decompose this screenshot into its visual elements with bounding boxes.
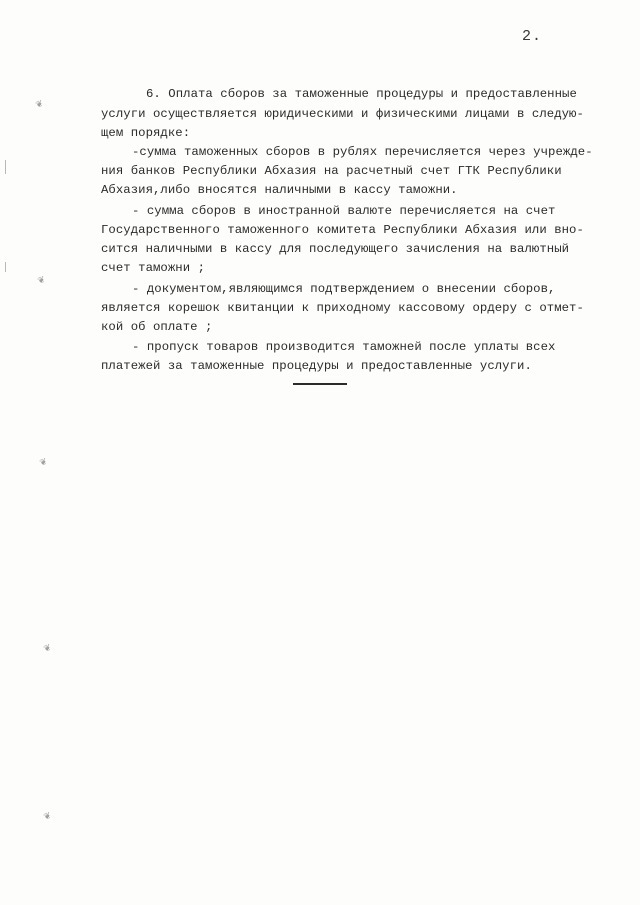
page-number: 2. (522, 28, 543, 45)
text-line: Абхазия,либо вносятся наличными в кассу таможни. (101, 183, 458, 197)
text-line: сится наличными в кассу для последующего зачисления на валютный (101, 242, 570, 256)
scan-edge-mark (5, 160, 6, 174)
document-body (0, 0, 640, 420)
text-line: - документом,являющимся подтверждением о внесении сборов, (132, 282, 556, 296)
margin-mark: ❦ (42, 643, 54, 655)
text-line: -сумма таможенных сборов в рублях перечисляется через учрежде- (132, 145, 593, 159)
text-line: является корешок квитанции к приходному кассовому ордеру с отмет- (101, 301, 584, 315)
text-line: Государственного таможенного комитета Республики Абхазия или вно- (101, 223, 584, 237)
text-line: - пропуск товаров производится таможней после уплаты всех (132, 340, 556, 354)
margin-mark: ❦ (38, 457, 50, 469)
text-line: щем порядке: (101, 126, 191, 140)
scan-edge-mark (5, 262, 6, 272)
text-line: счет таможни ; (101, 261, 206, 275)
text-line: услуги осуществляется юридическими и физическими лицами в следую- (101, 107, 584, 121)
text-line: ния банков Республики Абхазия на расчетный счет ГТК Республики (101, 164, 562, 178)
text-line: 6. Оплата сборов за таможенные процедуры и предоставленные (146, 87, 577, 101)
text-line: кой об оплате ; (101, 320, 213, 334)
margin-mark: ❦ (36, 275, 48, 287)
margin-mark: ❦ (34, 99, 46, 111)
margin-mark: ❦ (42, 811, 54, 823)
text-line: платежей за таможенные процедуры и предоставленные услуги. (101, 359, 532, 373)
closing-separator-line (293, 383, 347, 385)
text-line: - сумма сборов в иностранной валюте перечисляется на счет (132, 204, 556, 218)
